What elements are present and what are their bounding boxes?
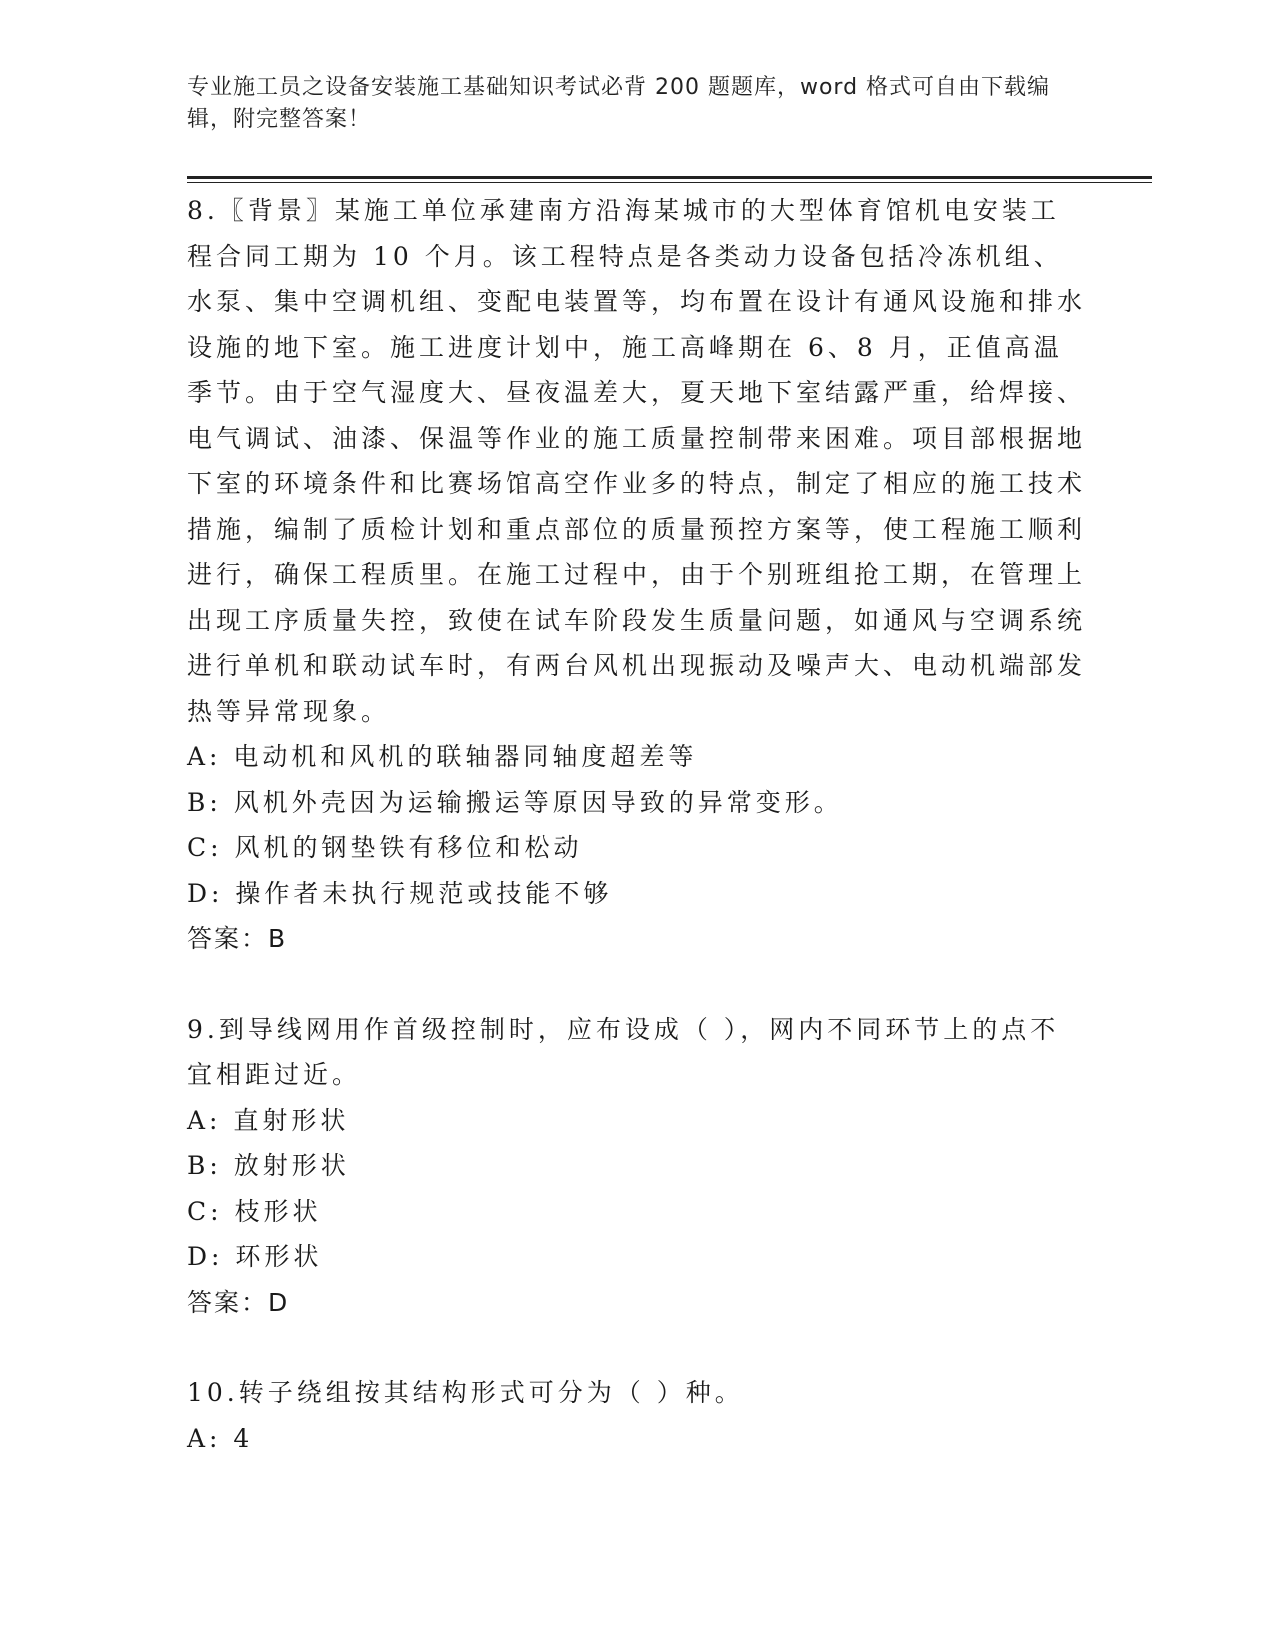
option-a: A: 直射形状 <box>187 1105 350 1135</box>
option-a: A: 电动机和风机的联轴器同轴度超差等 <box>187 742 698 771</box>
question-stem: 9.到导线网用作首级控制时，应布设成（ ），网内不同环节上的点不宜相距过近。 <box>187 1014 1060 1089</box>
option-a: A: 4 <box>187 1423 254 1453</box>
question-8 <box>187 188 1087 962</box>
option-d: D: 环形状 <box>187 1242 323 1271</box>
option-d: D: 操作者未执行规范或技能不够 <box>187 878 613 908</box>
document-header: 专业施工员之设备安装施工基础知识考试必背 200 题题库，word 格式可自由下载编辑，附完整答案！ <box>187 75 1051 132</box>
option-b: B: 风机外壳因为运输搬运等原因导致的异常变形。 <box>187 787 843 817</box>
question-10 <box>187 1370 1087 1461</box>
header-divider-thick <box>187 176 1152 179</box>
answer-line: 答案：B <box>187 924 288 953</box>
option-b: B: 放射形状 <box>187 1151 350 1180</box>
header-divider-thin <box>187 182 1152 183</box>
question-list <box>187 188 1087 1461</box>
option-c: C: 枝形状 <box>187 1196 322 1226</box>
question-stem: 10.转子绕组按其结构形式可分为（ ）种。 <box>187 1378 744 1407</box>
question-stem: 8.〖背景〗某施工单位承建南方沿海某城市的大型体育馆机电安装工程合同工期为 10 个月。该工程特点是各类动力设备包括冷冻机组、水泵、集中空调机组、变配电装置等，均布置在设计有通风设施和排水设施的地下室。施工进度计划中，施工高峰期在 6、8 月，正值高温季节。由于空气湿度大、昼夜温差大，夏天地下室结露严重，给焊接、电气调试、油漆、保温等作业的施工质量控制带来困难。项目部根据地下室的环境条件和比赛场馆高空作业多的特点，制定了相应的施工技术措施，编制了质检计划和重点部位的质量预控方案等，使工程施工顺利进行，确保工程质里。在施工过程中，由于个别班组抢工期，在管理上出现工序质量失控，致使在试车阶段发生质量问题，如通风与空调系统进行单机和联动试车时，有两台风机出现振动及噪声大、电动机端部发热等异常现象。 <box>187 196 1087 726</box>
option-c: C: 风机的钢垫铁有移位和松动 <box>187 833 583 862</box>
question-9 <box>187 1007 1087 1326</box>
answer-line: 答案：D <box>187 1287 290 1317</box>
